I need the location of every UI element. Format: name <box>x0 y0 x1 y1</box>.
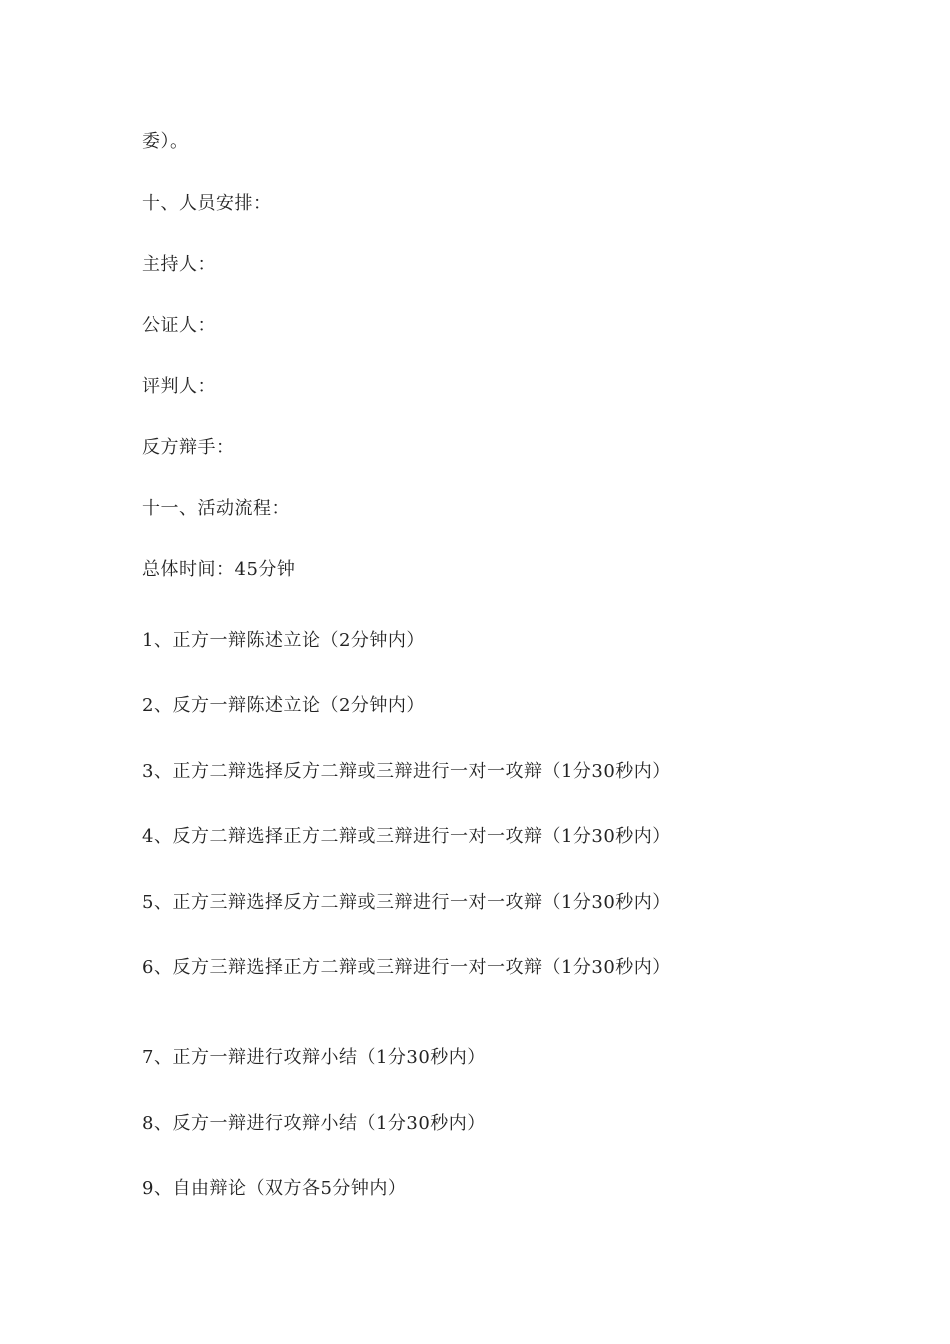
text-line-total-time: 总体时间：45分钟 <box>142 559 296 580</box>
text-line-continuation: 委）。 <box>142 131 189 152</box>
list-item: 9、自由辩论（双方各5分钟内） <box>142 1178 407 1199</box>
list-item: 6、反方三辩选择正方二辩或三辩进行一对一攻辩（1分30秒内） <box>142 957 671 978</box>
list-item: 7、正方一辩进行攻辩小结（1分30秒内） <box>142 1047 486 1068</box>
text-line-judges: 评判人： <box>142 376 216 397</box>
text-line-notary: 公证人： <box>142 315 216 336</box>
list-item: 2、反方一辩陈述立论（2分钟内） <box>142 695 425 716</box>
text-line-host: 主持人： <box>142 254 216 275</box>
text-line-opposition-debaters: 反方辩手： <box>142 437 235 458</box>
section-heading-personnel: 十、人员安排： <box>142 193 272 214</box>
list-item: 4、反方二辩选择正方二辩或三辩进行一对一攻辩（1分30秒内） <box>142 826 671 847</box>
list-item: 1、正方一辩陈述立论（2分钟内） <box>142 630 425 651</box>
list-item: 5、正方三辩选择反方二辩或三辩进行一对一攻辩（1分30秒内） <box>142 892 671 913</box>
section-heading-process: 十一、活动流程： <box>142 498 290 519</box>
list-item: 3、正方二辩选择反方二辩或三辩进行一对一攻辩（1分30秒内） <box>142 761 671 782</box>
list-item: 8、反方一辩进行攻辩小结（1分30秒内） <box>142 1113 486 1134</box>
